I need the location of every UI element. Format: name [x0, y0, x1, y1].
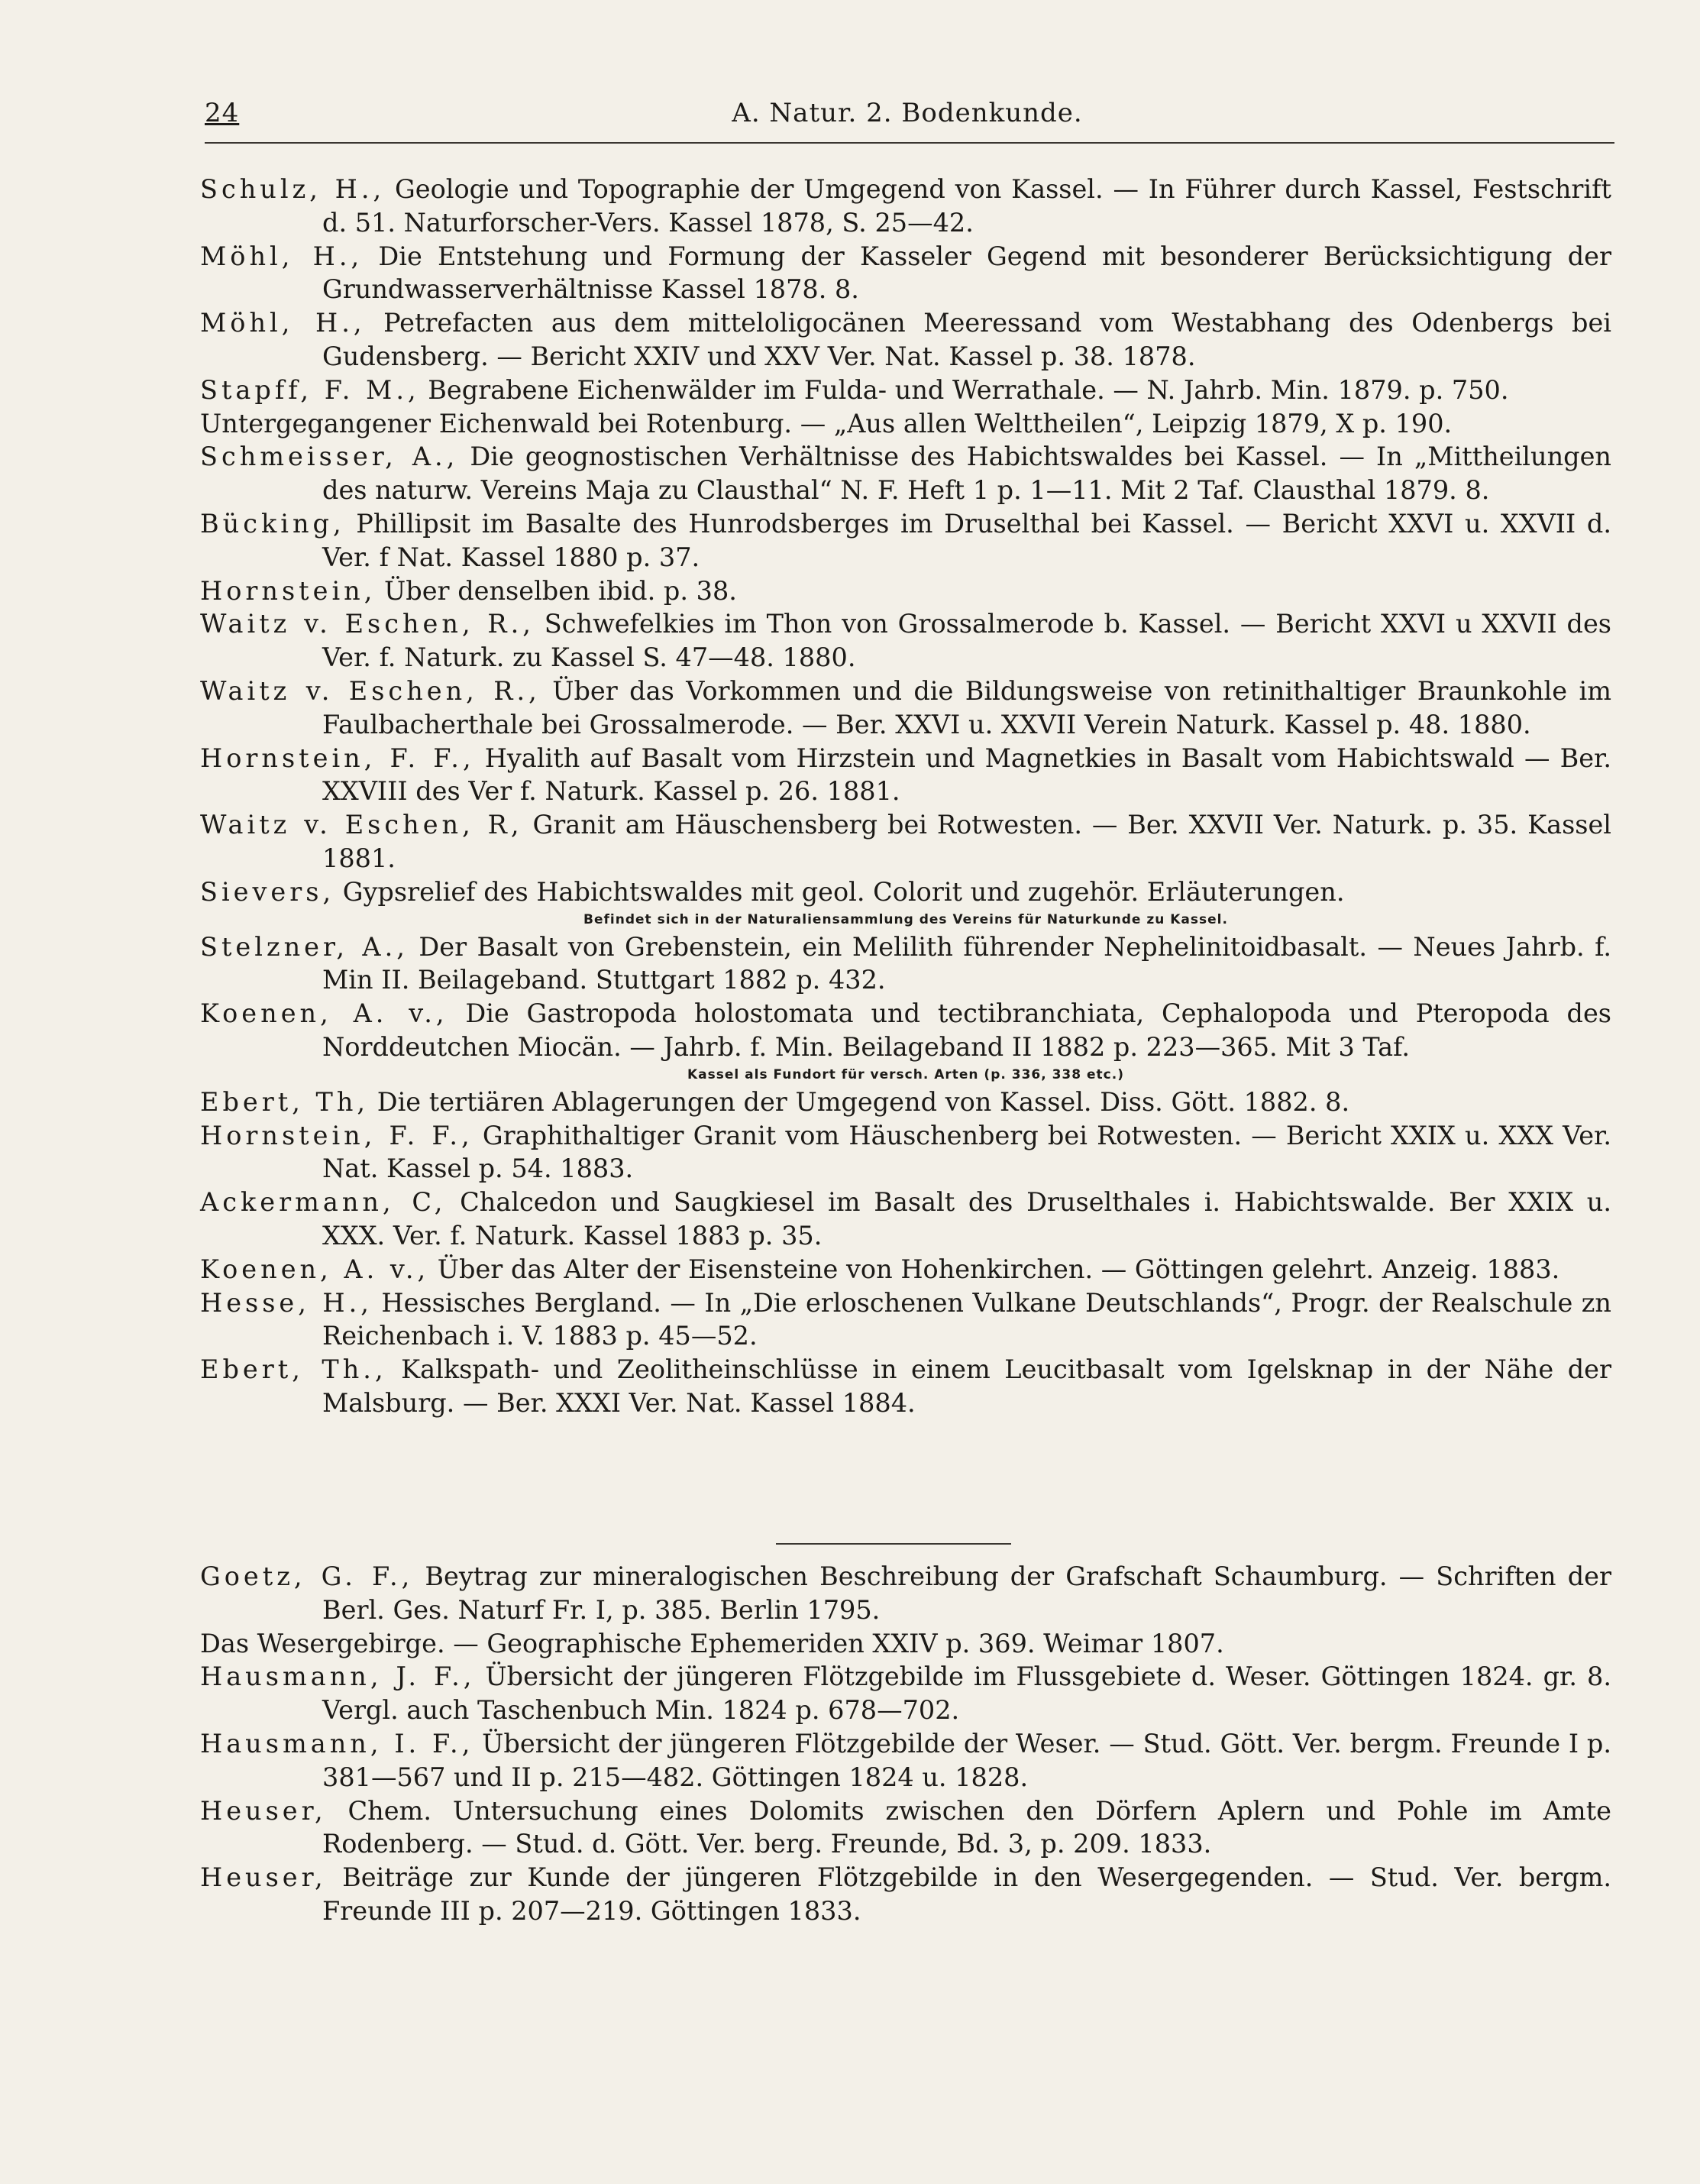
- bibliography-entry: [200, 675, 1611, 742]
- entry-author: Hornstein, F. F.,: [200, 743, 475, 773]
- bibliography-entry: [200, 1253, 1611, 1286]
- bibliography-entry: [200, 808, 1611, 875]
- entry-text: Die Gastropoda holostomata und tectibranchiata, Cephalopoda und Pteropoda des Norddeutchen Miocän. — Jahrb. f. Min. Beilageband II 1882 p. 223—365. Mit 3 Taf.: [322, 998, 1611, 1062]
- entry-text: Über das Alter der Eisensteine von Hohenkirchen. — Göttingen gelehrt. Anzeig. 1883.: [429, 1254, 1560, 1284]
- bibliography-entry: [200, 1627, 1611, 1661]
- entry-note: Kassel als Fundort für versch. Arten (p. 336, 338 etc.): [687, 1066, 1124, 1082]
- page-header: [205, 98, 1610, 136]
- entry-text: Beiträge zur Kunde der jüngeren Flötzgebilde in den Wesergegenden. — Stud. Ver. bergm. Freunde III p. 207—219. Göttingen 1833.: [322, 1862, 1611, 1926]
- bibliography-entry: [200, 1861, 1611, 1928]
- entry-author: Stapff, F. M.,: [200, 374, 420, 405]
- entry-text: Über das Vorkommen und die Bildungsweise von retinithaltiger Braunkohle im Faulbacherthale bei Grossalmerode. — Ber. XXVI u. XXVII Verein Naturk. Kassel p. 48. 1880.: [322, 675, 1611, 739]
- entry-text: Schwefelkies im Thon von Grossalmerode b. Kassel. — Bericht XXVI u XXVII des Ver. f. Naturk. zu Kassel S. 47—48. 1880.: [322, 609, 1612, 673]
- entry-text: Petrefacten aus dem mitteloligocänen Meeressand vom Westabhang des Odenbergs bei Gudensberg. — Bericht XXIV und XXV Ver. Nat. Kassel p. 38. 1878.: [322, 308, 1611, 371]
- entry-author: Sievers,: [200, 876, 335, 907]
- entry-author: Koenen, A. v.,: [200, 998, 448, 1029]
- entry-author: Heuser,: [200, 1795, 327, 1826]
- entry-note: Befindet sich in der Naturaliensammlung des Vereins für Naturkunde zu Kassel.: [583, 911, 1228, 927]
- entry-text: Chem. Untersuchung eines Dolomits zwischen den Dörfern Aplern und Pohle im Amte Rodenberg. — Stud. d. Gött. Ver. berg. Freunde, Bd. 3, p. 209. 1833.: [322, 1795, 1611, 1859]
- bibliography-entry: [200, 1286, 1611, 1354]
- entry-author: Ebert, Th.,: [200, 1354, 387, 1385]
- entry-author: Bücking,: [200, 508, 345, 539]
- entry-text: Graphithaltiger Granit vom Häuschenberg bei Rotwesten. — Bericht XXIX u. XXX Ver. Nat. Kassel p. 54. 1883.: [322, 1120, 1612, 1184]
- section-divider: [776, 1543, 1011, 1545]
- entry-author: Möhl, H.,: [200, 241, 364, 271]
- bibliography-entry: [200, 507, 1611, 574]
- entry-author: Hornstein,: [200, 575, 377, 606]
- entry-text: Kalkspath- und Zeolitheinschlüsse in einem Leucitbasalt vom Igelsknap in der Nähe der Malsburg. — Ber. XXXI Ver. Nat. Kassel 1884.: [322, 1354, 1611, 1418]
- entry-author: Ackermann, C,: [200, 1187, 447, 1218]
- bibliography-entry: [200, 930, 1611, 998]
- entry-text: Begrabene Eichenwälder im Fulda- und Werrathale. — N. Jahrb. Min. 1879. p. 750.: [419, 374, 1509, 405]
- bibliography-entry: [200, 407, 1611, 441]
- bibliography-entry: [200, 1794, 1611, 1862]
- entry-text: Übersicht der jüngeren Flötzgebilde der Weser. — Stud. Gött. Ver. bergm. Freunde I p. 381—567 und II p. 215—482. Göttingen 1824 u. 1828.: [322, 1728, 1611, 1792]
- entry-author: Hornstein, F. F.,: [200, 1120, 473, 1150]
- bibliography-entry: [200, 1119, 1611, 1186]
- bibliography-entry: [200, 1660, 1611, 1727]
- bibliography-entry: [200, 173, 1611, 240]
- entry-text: Granit am Häuschensberg bei Rotwesten. — Ber. XXVII Ver. Naturk. p. 35. Kassel 1881.: [322, 810, 1611, 873]
- entry-text: Hyalith auf Basalt vom Hirzstein und Magnetkies in Basalt vom Habichtswald — Ber. XXVIII des Ver f. Naturk. Kassel p. 26. 1881.: [322, 743, 1612, 807]
- bibliography-entry: [200, 1086, 1611, 1119]
- entry-author: Hausmann, I. F.,: [200, 1728, 474, 1759]
- bibliography-entry: [200, 742, 1611, 809]
- entry-text: Geologie und Topographie der Umgegend von Kassel. — In Führer durch Kassel, Festschrift d. 51. Naturforscher-Vers. Kassel 1878, S. 25—42.: [322, 174, 1611, 238]
- entry-author: Schmeisser, A.,: [200, 442, 459, 472]
- entry-text: Die tertiären Ablagerungen der Umgegend von Kassel. Diss. Gött. 1882. 8.: [369, 1086, 1350, 1117]
- entry-text: Übersicht der jüngeren Flötzgebilde im Flussgebiete d. Weser. Göttingen 1824. gr. 8. Vergl. auch Taschenbuch Min. 1824 p. 678—702.: [322, 1661, 1611, 1726]
- entry-text: Beytrag zur mineralogischen Beschreibung der Grafschaft Schaumburg. — Schriften der Berl. Ges. Naturf Fr. I, p. 385. Berlin 1795.: [322, 1561, 1611, 1625]
- bibliography-entry: [200, 240, 1611, 307]
- bibliography-entry: [200, 997, 1611, 1064]
- bibliography-entry: [200, 1560, 1611, 1627]
- bibliography-entry: [200, 440, 1611, 507]
- entry-author: Koenen, A. v.,: [200, 1254, 430, 1284]
- bibliography-entry: [200, 607, 1611, 675]
- page-number: 24: [205, 98, 240, 128]
- entry-author: Stelzner, A.,: [200, 931, 409, 962]
- entry-author: Waitz v. Eschen, R.,: [200, 675, 541, 706]
- entry-text: Gypsrelief des Habichtswaldes mit geol. Colorit und zugehör. Erläuterungen.: [335, 876, 1345, 907]
- entry-author: Ebert, Th,: [200, 1086, 370, 1117]
- bibliography-section-weser: [200, 1560, 1611, 1928]
- entry-text: Über denselben ibid. p. 38.: [376, 575, 737, 606]
- entry-text: Der Basalt von Grebenstein, ein Melilith führender Nephelinitoidbasalt. — Neues Jahrb. f. Min II. Beilageband. Stuttgart 1882 p. 432.: [322, 931, 1611, 995]
- entry-author: Schulz, H.,: [200, 174, 386, 204]
- entry-text: Untergegangener Eichenwald bei Rotenburg. — „Aus allen Welttheilen“, Leipzig 1879, X p. 190.: [200, 408, 1453, 438]
- entry-text: Das Wesergebirge. — Geographische Ephemeriden XXIV p. 369. Weimar 1807.: [200, 1628, 1224, 1658]
- bibliography-section-kassel: [200, 173, 1611, 1420]
- entry-text: Die geognostischen Verhältnisse des Habichtswaldes bei Kassel. — In „Mittheilungen des naturw. Vereins Maja zu Clausthal“ N. F. Heft 1 p. 1—11. Mit 2 Taf. Clausthal 1879. 8.: [322, 442, 1612, 506]
- entry-author: Möhl, H.,: [200, 308, 366, 338]
- entry-author: Waitz v. Eschen, R,: [200, 810, 523, 840]
- entry-text: Phillipsit im Basalte des Hunrodsberges im Druselthal bei Kassel. — Bericht XXVI u. XXVII d. Ver. f Nat. Kassel 1880 p. 37.: [322, 508, 1611, 572]
- bibliography-entry: [200, 374, 1611, 407]
- entry-text: Chalcedon und Saugkiesel im Basalt des Druselthales i. Habichtswalde. Ber XXIX u. XXX. Ver. f. Naturk. Kassel 1883 p. 35.: [322, 1187, 1611, 1251]
- entry-author: Heuser,: [200, 1862, 327, 1893]
- bibliography-entry: [200, 1186, 1611, 1253]
- running-title: A. Natur. 2. Bodenkunde.: [732, 98, 1083, 128]
- header-rule: [205, 142, 1614, 144]
- entry-author: Goetz, G. F.,: [200, 1561, 414, 1591]
- entry-author: Hausmann, J. F.,: [200, 1661, 476, 1692]
- entry-text: Die Entstehung und Formung der Kasseler Gegend mit besonderer Berücksichtigung der Grundwasserverhältnisse Kassel 1878. 8.: [322, 241, 1611, 305]
- bibliography-entry: [200, 875, 1611, 909]
- bibliography-entry: [200, 574, 1611, 608]
- entry-author: Hesse, H.,: [200, 1287, 373, 1318]
- bibliography-entry: [200, 1353, 1611, 1420]
- entry-author: Waitz v. Eschen, R.,: [200, 609, 535, 639]
- bibliography-entry: [200, 1727, 1611, 1794]
- entry-text: Hessisches Bergland. — In „Die erloschenen Vulkane Deutschlands“, Progr. der Realschule zn Reichenbach i. V. 1883 p. 45—52.: [322, 1287, 1612, 1351]
- bibliography-entry: [200, 306, 1611, 374]
